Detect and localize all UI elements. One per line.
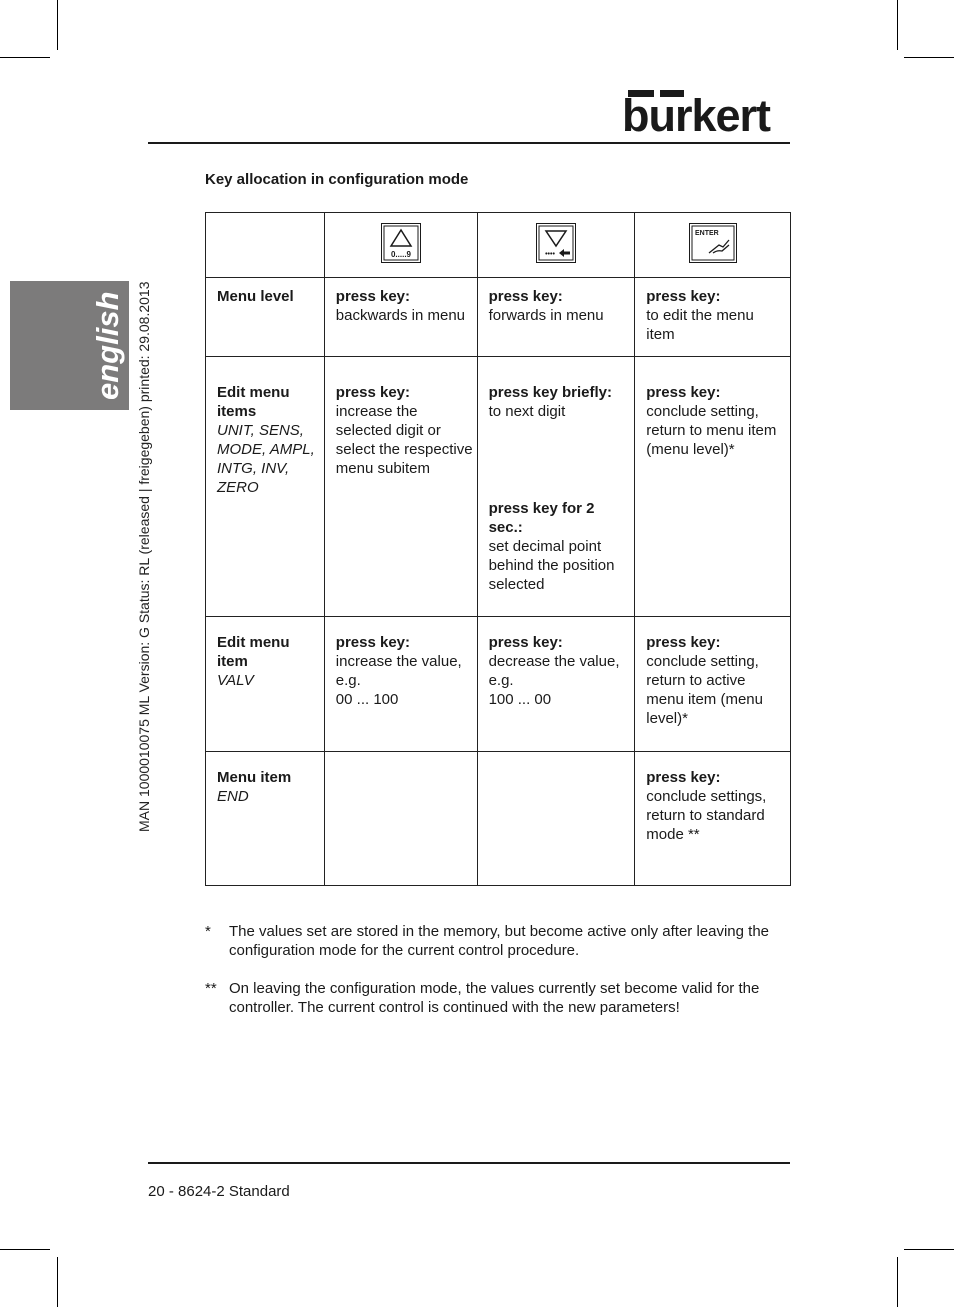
action-heading: press key: — [335, 384, 411, 401]
crop-mark — [0, 1249, 50, 1250]
action-heading: press key: — [646, 384, 721, 401]
action-heading: press key: — [488, 288, 563, 305]
row-label-cell — [206, 752, 325, 886]
row-label-cell — [206, 278, 325, 357]
action-text: to edit the menu item — [646, 307, 754, 343]
action-heading: press key: — [646, 769, 721, 786]
action-example: 100 ... 00 — [488, 691, 552, 708]
action-heading: press key for 2 sec.: — [488, 500, 595, 536]
language-tab-label: english — [90, 291, 125, 400]
brand-wordmark: burkert — [622, 90, 771, 141]
table-header-row — [206, 213, 791, 278]
down-triangle-arrow-key-icon — [536, 223, 576, 263]
action-heading: press key briefly: — [488, 384, 612, 401]
row-title: Menu item — [217, 769, 292, 786]
table-row — [206, 752, 791, 886]
table-row — [206, 357, 791, 617]
footnote — [205, 979, 795, 1017]
row-label-cell — [206, 617, 325, 752]
footer-rule — [148, 1162, 790, 1164]
action-text: conclude setting, return to active menu item (menu level)* — [646, 653, 763, 727]
enter-key-action-cell — [635, 752, 791, 886]
svg-text:••••: •••• — [545, 250, 555, 258]
down-key-action-cell — [477, 752, 635, 886]
svg-text:ENTER: ENTER — [694, 229, 719, 237]
up-key-action-cell — [324, 752, 477, 886]
action-text: decrease the value, e.g. — [488, 653, 620, 689]
svg-text:0.....9: 0.....9 — [390, 249, 411, 259]
row-label-cell — [206, 357, 325, 617]
row-title: Edit menu items — [217, 384, 290, 420]
up-triangle-key-icon — [381, 223, 421, 263]
empty-header-cell — [206, 213, 325, 278]
row-subtitle: UNIT, SENS, MODE, AMPL, INTG, INV, ZERO — [217, 422, 315, 496]
crop-mark — [904, 57, 954, 58]
action-text: backwards in menu — [335, 307, 466, 324]
crop-mark — [0, 57, 50, 58]
footnote-mark: ** — [205, 980, 217, 997]
action-text: conclude setting, return to menu item (menu level)* — [646, 403, 777, 458]
footnote — [205, 922, 795, 960]
enter-key-action-cell — [635, 278, 791, 357]
action-example: 00 ... 100 — [335, 691, 399, 708]
crop-mark — [897, 1257, 898, 1307]
crop-mark — [897, 0, 898, 50]
footnote-text: On leaving the configuration mode, the values currently set become valid for the controller. The current control is continued with the new parameters! — [229, 980, 760, 1016]
up-key-action-cell — [324, 617, 477, 752]
action-heading: press key: — [335, 634, 411, 651]
section-title: Key allocation in configuration mode — [205, 171, 469, 188]
action-heading: press key: — [646, 288, 721, 305]
enter-key-action-cell — [635, 617, 791, 752]
crop-mark — [57, 1257, 58, 1307]
up-key-action-cell — [324, 278, 477, 357]
down-key-action-cell — [477, 357, 635, 617]
up-key-action-cell — [324, 357, 477, 617]
key-enter-cell — [635, 213, 791, 278]
down-key-action-cell — [477, 617, 635, 752]
footnote-mark: * — [205, 923, 211, 940]
action-heading: press key: — [488, 634, 563, 651]
footnotes — [205, 922, 795, 1036]
document-meta: MAN 1000010075 ML Version: G Status: RL (released | freigegeben) printed: 29.08.2013 — [136, 281, 152, 832]
action-heading: press key: — [335, 288, 411, 305]
row-subtitle: VALV — [217, 672, 254, 689]
row-subtitle: END — [217, 788, 249, 805]
enter-key-action-cell — [635, 357, 791, 617]
action-text: forwards in menu — [488, 307, 604, 324]
action-text: increase the value, e.g. — [335, 653, 462, 689]
header-rule — [148, 142, 790, 144]
enter-key-icon — [689, 223, 737, 263]
brand-logo — [622, 90, 792, 140]
action-text: conclude settings, return to standard mode ** — [646, 788, 767, 843]
key-up-cell — [324, 213, 477, 278]
crop-mark — [904, 1249, 954, 1250]
key-allocation-table — [205, 212, 791, 886]
crop-mark — [57, 0, 58, 50]
action-text: to next digit — [488, 403, 566, 420]
action-text: set decimal point behind the position selected — [488, 538, 615, 593]
table-row — [206, 617, 791, 752]
down-key-action-cell — [477, 278, 635, 357]
table-row — [206, 278, 791, 357]
row-title: Edit menu item — [217, 634, 290, 670]
page-footer: 20 - 8624-2 Standard — [148, 1183, 290, 1200]
key-down-cell — [477, 213, 635, 278]
row-title: Menu level — [217, 288, 294, 305]
footnote-text: The values set are stored in the memory, but become active only after leaving the configuration mode for the current control procedure. — [229, 923, 769, 959]
action-heading: press key: — [646, 634, 721, 651]
action-text: increase the selected digit or select the respective menu subitem — [335, 403, 473, 477]
